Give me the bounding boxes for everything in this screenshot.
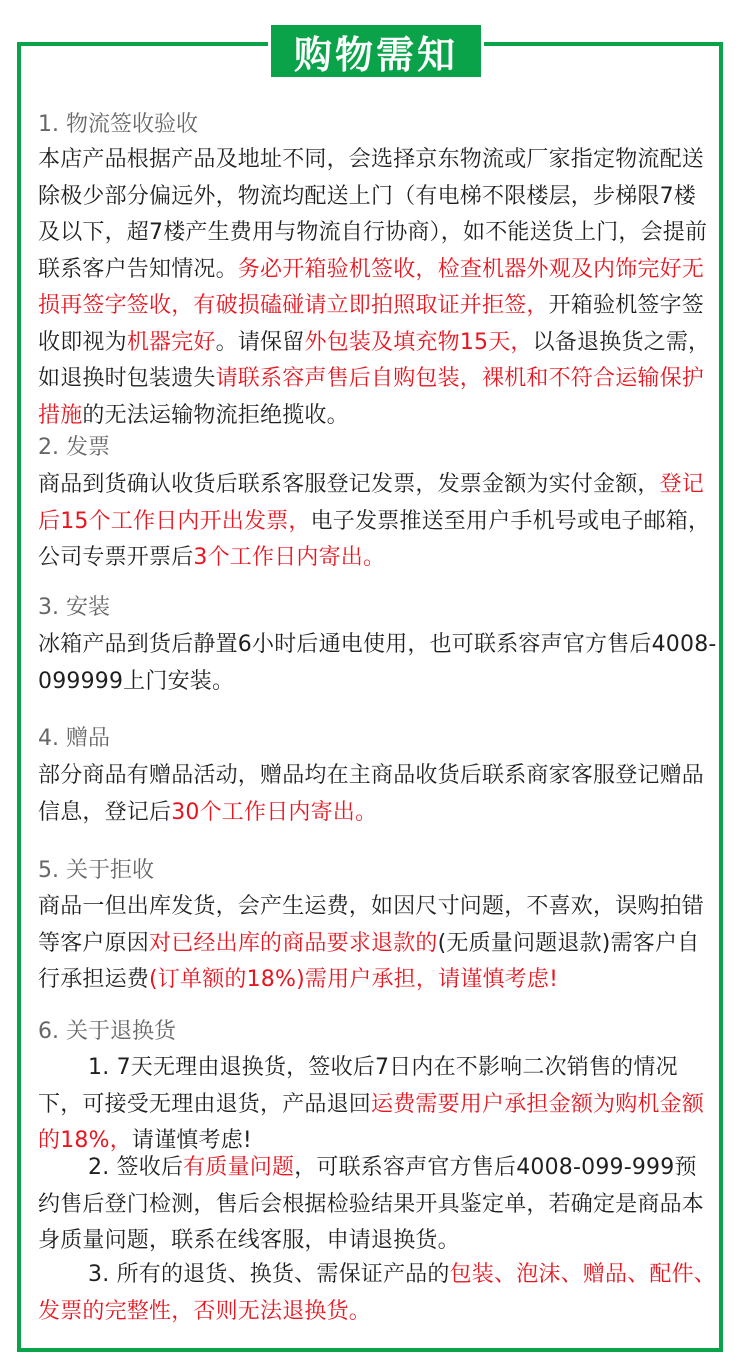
text-segment: 1. 7天无理由退换货，签收后7日内在不影响二次销售的情况下，可接受无理由退货，产品退回 <box>38 1055 678 1117</box>
highlight-segment: 运费需要用户承担金额为购机金额的18%， <box>38 1091 705 1153</box>
section-heading-gifts: 4. 赠品 <box>38 726 110 751</box>
section-body-installation <box>38 627 718 700</box>
highlight-segment: 有质量问题 <box>183 1155 295 1180</box>
text-segment: ，可联系容声官方售后4008-099-999预约售后登门检测，售后会根据检验结果开具鉴定单，若确定是商品本身质量问题，联系在线客服，申请退换货。 <box>38 1155 705 1253</box>
text-segment: 。请保留 <box>215 329 305 355</box>
section-body-logistics <box>38 142 718 434</box>
section-body-invoice <box>38 467 718 577</box>
text-segment: 电子发票推送至用户手机号或电子邮箱，公司专票开票后 <box>38 508 711 570</box>
text-segment: 以备退换货之需，如退换时包装遗失 <box>38 329 711 391</box>
text-segment: 2. 签收后 <box>88 1155 184 1180</box>
section-heading-returns: 6. 关于退换货 <box>38 1019 176 1044</box>
text-segment: 商品到货确认收货后联系客服登记发票，发票金额为实付金额， <box>38 472 660 497</box>
text-segment: 部分商品有赠品活动，赠品均在主商品收货后联系商家客服登记赠品信息，登记后 <box>38 763 705 825</box>
section-body-gifts <box>38 758 718 831</box>
highlight-segment: 务必开箱验机签收，检查机器外观及内饰完好无损再签字签收，有破损磕碰请立即拍照取证并拒签， <box>38 256 705 318</box>
text-segment: 本店产品根据产品及地址不同，会选择京东物流或厂家指定物流配送除极少部分偏远外，物流均配送上门（有电梯不限楼层，步梯限7楼及以下，超7楼产生费用与物流自行协商），如不能送货上门，会提前联系客户告知情况。 <box>38 147 708 282</box>
highlight-segment: (订单额的18%)需用户承担，请谨慎考虑! <box>149 967 559 992</box>
returns-item-2 <box>38 1150 718 1260</box>
text-segment: 的无法运输物流拒绝揽收。 <box>82 402 349 428</box>
highlight-segment: 请联系容声售后自购包装，裸机和不符合运输保护措施 <box>38 366 705 428</box>
returns-item-3 <box>38 1257 718 1330</box>
highlight-segment: 包装、泡沫、赠品、配件、发票的完整性，否则无法退换货。 <box>38 1262 716 1324</box>
text-segment: (无质量问题退款)需客户自行承担运费 <box>38 930 700 992</box>
highlight-segment: 登记后15个工作日内开出发票， <box>38 472 705 534</box>
text-segment: 冰箱产品到货后静置6小时后通电使用，也可联系容声官方售后4008-099999上门安装。 <box>38 632 717 694</box>
section-heading-invoice: 2. 发票 <box>38 435 110 460</box>
section-body-rejection <box>38 889 718 999</box>
text-segment: 请谨慎考虑! <box>131 1128 252 1153</box>
highlight-segment: 30个工作日内寄出。 <box>171 799 378 825</box>
text-segment: 商品一但出库发货，会产生运费，如因尺寸问题，不喜欢，误购拍错等客户原因 <box>38 894 705 956</box>
page-title: 购物需知 <box>268 22 484 80</box>
highlight-segment: 对已经出库的商品要求退款的 <box>149 930 438 956</box>
returns-item-1 <box>38 1050 718 1160</box>
section-heading-rejection: 5. 关于拒收 <box>38 858 154 883</box>
highlight-segment: 外包装及填充物15天， <box>304 329 533 355</box>
text-segment: 3. 所有的退货、换货、需保证产品的 <box>88 1262 450 1287</box>
highlight-segment: 机器完好 <box>126 329 216 355</box>
text-segment: 开箱验机签字签收即视为 <box>38 293 705 355</box>
highlight-segment: 3个工作日内寄出。 <box>193 545 386 570</box>
section-heading-logistics: 1. 物流签收验收 <box>38 112 198 137</box>
section-heading-installation: 3. 安装 <box>38 595 110 620</box>
